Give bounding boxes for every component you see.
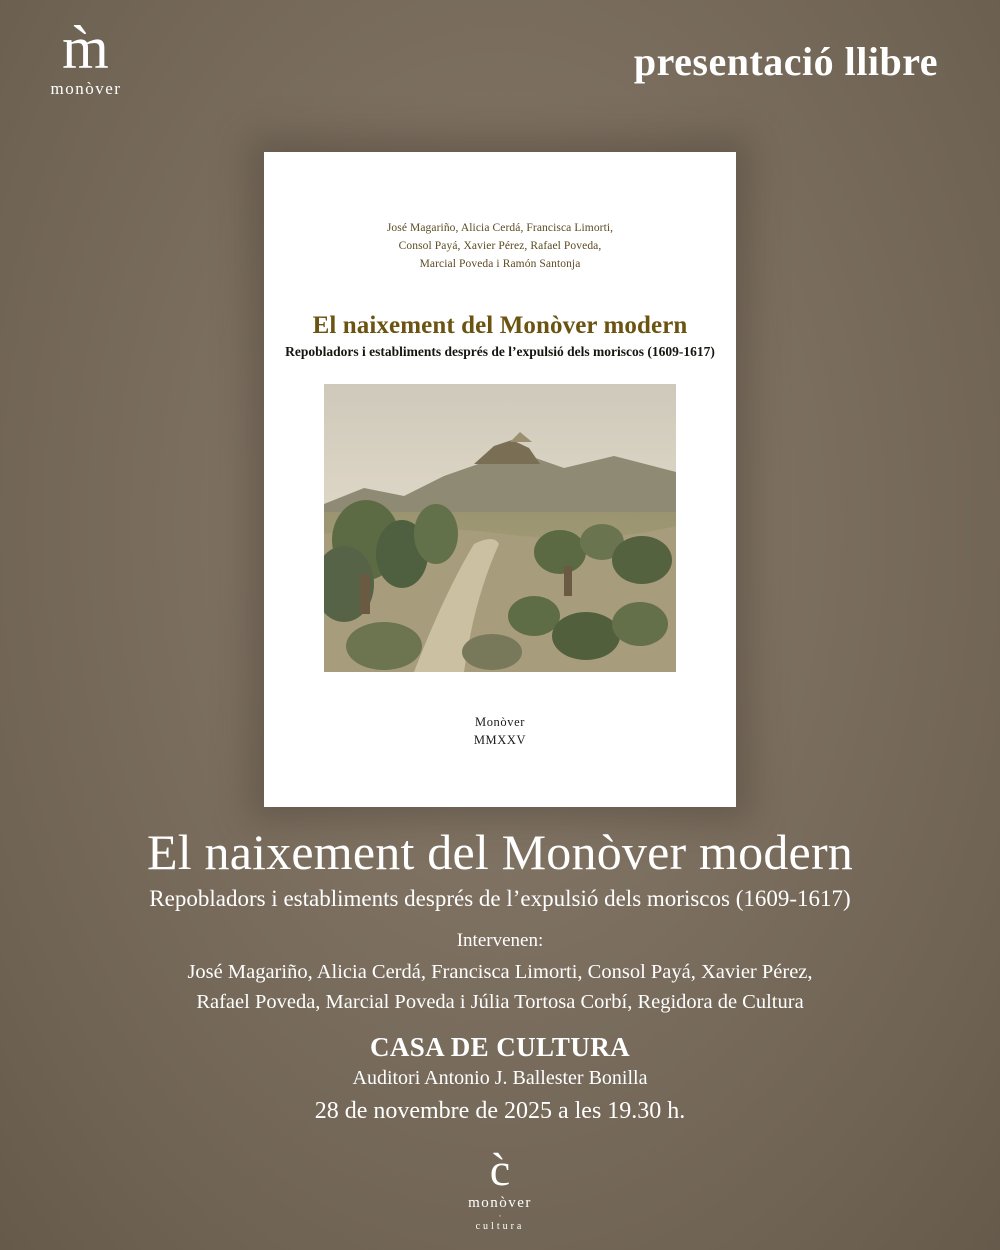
book-cover-authors-line-3: Marcial Poveda i Ramón Santonja (419, 257, 581, 270)
book-cover-authors-line-2: Consol Payá, Xavier Pérez, Rafael Poveda, (398, 239, 602, 252)
book-cover-title: El naixement del Monòver modern (312, 312, 688, 339)
book-cover-authors-line-1: José Magariño, Alicia Cerdá, Francisca Limorti, (386, 222, 614, 234)
book-cover-page (264, 152, 736, 807)
speakers-block (0, 930, 1000, 1017)
speakers-line-2: Rafael Poveda, Marcial Poveda i Júlia Tortosa Corbí, Regidora de Cultura (196, 990, 804, 1013)
book-cover-imprint-place: Monòver (474, 714, 526, 729)
event-datetime: 28 de novembre de 2025 a les 19.30 h. (314, 1098, 686, 1124)
book-cover-landscape-painting (324, 384, 676, 672)
speakers-line-1: José Magariño, Alicia Cerdá, Francisca Limorti, Consol Payá, Xavier Pérez, (187, 961, 813, 983)
monover-cultura-logo-glyph: c̀ (489, 1144, 511, 1195)
monover-logo-word: monòver (50, 79, 122, 98)
landscape-illustration (324, 384, 676, 672)
page-title: El naixement del Monòver modern (146, 824, 853, 880)
page-subtitle: Repobladors i establiments després de l’expulsió dels moriscos (1609-1617) (149, 886, 851, 911)
monover-cultura-logo (410, 1144, 590, 1232)
monover-cultura-logo-sub: cultura (475, 1221, 525, 1232)
book-cover-imprint-year: MMXXV (473, 732, 527, 747)
venue-place: CASA DE CULTURA (369, 1032, 631, 1062)
venue-hall: Auditori Antonio J. Ballester Bonilla (352, 1067, 648, 1089)
monover-cultura-logo-word: monòver (468, 1195, 532, 1211)
monover-logo (26, 15, 146, 98)
book-cover-subtitle: Repobladors i establiments després de l’expulsió dels moriscos (1609-1617) (285, 344, 715, 359)
header-title: presentació llibre (633, 39, 938, 84)
speakers-lead: Intervenen: (456, 930, 544, 951)
book-cover (264, 152, 736, 807)
poster-header (0, 0, 1000, 130)
monover-logo-glyph: m̀ (62, 15, 110, 81)
book-cover-authors (264, 220, 736, 273)
book-cover-imprint (264, 713, 736, 749)
venue-block (0, 1032, 1000, 1125)
monover-cultura-logo-dot: · (498, 1211, 502, 1221)
